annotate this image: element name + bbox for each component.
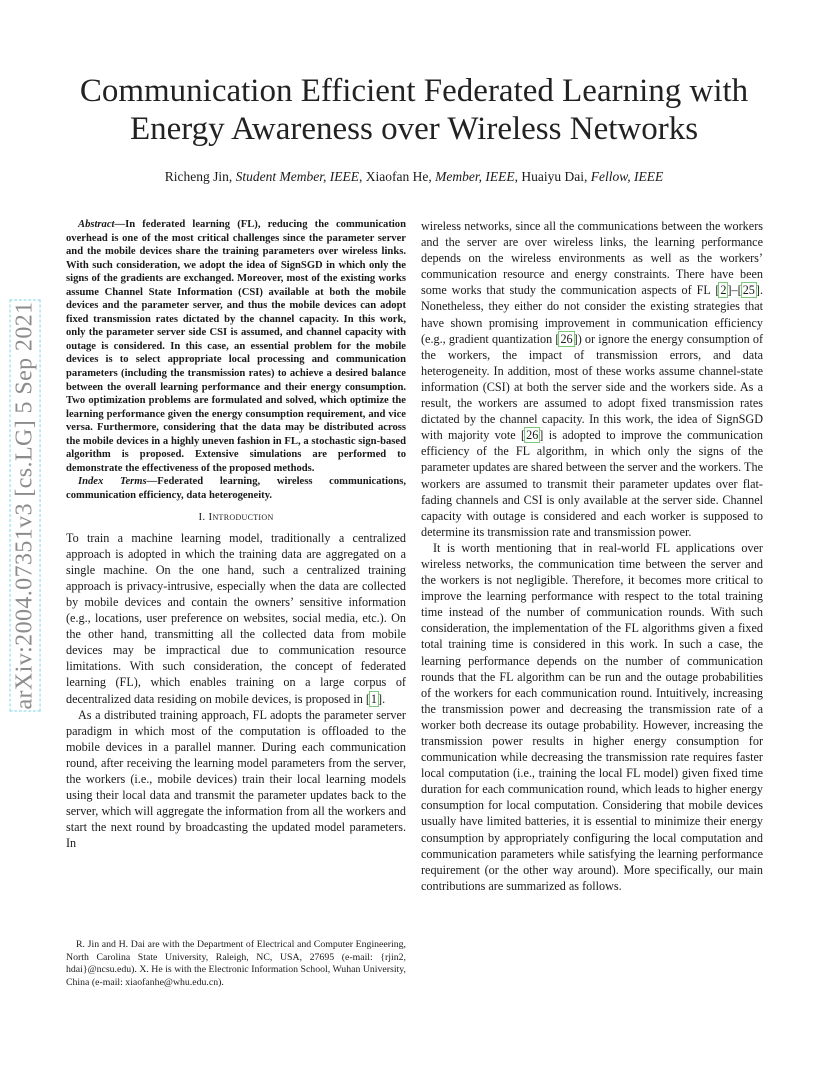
index-terms xyxy=(66,475,406,502)
author-2-name: , Xiaofan He, xyxy=(359,169,436,184)
intro-p3-text-d: is adopted to improve the communication efficiency of the FL algorithm, in which only the signs of the parameter updates are shared between the server and the workers. The workers are assumed to transmit their parameter updates over flat-fading channels and CSI is only available at the server side. Channel capacity with outage is considered and each worker is supposed to determine its transmission rate and transmission power. xyxy=(421,428,763,539)
citation-link[interactable]: 2 xyxy=(720,283,727,298)
citation-link[interactable]: 25 xyxy=(742,283,755,298)
abstract-label: Abstract xyxy=(78,219,115,230)
paper-title xyxy=(60,72,768,148)
index-terms-label: Index Terms xyxy=(78,476,147,488)
title-line-1: Communication Efficient Federated Learning with xyxy=(79,73,749,109)
citation-range-dash: – xyxy=(731,283,738,298)
right-column xyxy=(421,218,763,894)
intro-paragraph-1: To train a machine learning model, traditionally a centralized approach is adopted in which the training data are aggregated on a single machine. On the one hand, such a centralized training approach is privacy-intrusive, especially when the data are collected by mobile devices and contain the owners’ sensitive information (e.g., locations, user preference on websites, social media, etc.). On the other hand, transmitting all the collected data from mobile devices may be impractical due to communication resource limitations. With such consideration, the concept of federated learning (FL), which enables training on a large corpus of decentralized data residing on mobile devices, is proposed in [1]. xyxy=(66,530,406,706)
intro-p1-text: To train a machine learning model, traditionally a centralized approach is adopted in which the training data are aggregated on a single machine. On the one hand, such a centralized training approach is privacy-intrusive, especially when the data are collected by mobile devices and contain the owners’ sensitive information (e.g., locations, user preference on websites, social media, etc.). On the other hand, transmitting all the collected data from mobile devices may be impractical due to communication resource limitations. With such consideration, the concept of federated learning (FL), which enables training on a large corpus of decentralized data residing on mobile devices, is proposed in xyxy=(66,530,406,706)
author-1-name: Richeng Jin, xyxy=(164,169,236,184)
section-heading-introduction: I. Introduction xyxy=(198,511,274,524)
intro-p3-text-b: . Nonetheless, they either do not consider the existing strategies that have shown promising improvement in communication efficiency (e.g., gradient quantization xyxy=(421,283,763,346)
intro-paragraph-4: It is worth mentioning that in real-world FL applications over wireless networks, the communication time between the server and the workers is not negligible. Therefore, it becomes more critical to improve the learning performance with respect to the total training time instead of the number of communication rounds. With such consideration, the implementation of the FL algorithms given a fixed total training time is considered in this work. In such a case, the learning performance depends on the number of communication rounds that the FL algorithm can be run and the outage probabilities of the workers for each communication round. Intuitively, increasing the transmission power and decreasing the transmission rate of a worker both decrease its outage probability. However, increasing the transmission power results in higher energy consumption for communication while decreasing the transmission rate requires faster local computation (i.e., training the local FL model) given fixed time duration for each communication round, which leads to higher energy consumption for local computation. Considering that mobile devices usually have limited batteries, it is essential to minimize their energy consumption by appropriately configuring the local computation and communication parameters while satisfying the learning performance requirement (or the other way around). More specifically, our main contributions are summarized as follows. xyxy=(421,540,763,893)
arxiv-identifier: arXiv:2004.07351v3 [cs.LG] 5 Sep 2021 xyxy=(11,300,38,710)
citation-link[interactable]: 26 xyxy=(560,331,573,346)
intro-p3-text-a: wireless networks, since all the communications between the workers and the server are over wireless links, the learning performance depends on the wireless environments as well as the workers’ communication resource and energy constraints. There have been some works that study the communication aspects of FL xyxy=(421,219,763,298)
intro-p3-text-c: ) or ignore the energy consumption of the workers, the impact of transmission errors, and data heterogeneity. In addition, most of these works assume channel-state information (CSI) at both the server side and the workers side. As a result, the workers are assumed to adopt fixed transmission rates dictated by the channel capacity. In this work, the idea of SignSGD with majority vote xyxy=(421,331,764,443)
citation-link[interactable]: 26 xyxy=(526,428,539,443)
author-affiliation-footnote: R. Jin and H. Dai are with the Department of Electrical and Computer Engineering, North Carolina State University, Raleigh, NC, USA, 27695 (e-mail: {rjin2, hdai}@ncsu.edu). X. He is with the Electronic Information School, Wuhan University, China (e-mail: xiaofanhe@whu.edu.cn). xyxy=(66,939,406,988)
author-1-role: Student Member, IEEE xyxy=(235,169,360,184)
abstract-text: —In federated learning (FL), reducing the communication overhead is one of the most critical challenges since the parameter server and the mobile devices share the training parameters over wireless links. With such consideration, we adopt the idea of SignSGD in which only the signs of the gradients are exchanged. Moreover, most of the existing works assume Channel State Information (CSI) available at both the mobile devices and the parameter server, and thus the mobile devices can adopt fixed transmission rates dictated by the channel capacity. In this work, only the parameter server side CSI is assumed, and channel capacity with outage is considered. In this case, an essential problem for the mobile devices is to select appropriate local processing and communication parameters (including the transmission rates) to achieve a desired balance between the overall learning performance and their energy consumption. Two optimization problems are formulated and solved, which optimize the learning performance given the energy consumption requirement, and vice versa. Furthermore, considering that the data may be distributed across the mobile devices in a highly uneven fashion in FL, a stochastic sign-based algorithm is proposed. Extensive simulations are performed to demonstrate the effectiveness of the proposed methods. xyxy=(66,219,406,474)
author-2-role: Member, IEEE xyxy=(435,169,515,184)
intro-paragraph-3: wireless networks, since all the communications between the workers and the server are over wireless links, the learning performance depends on the wireless environments as well as the workers’ communication resource and energy constraints. There have been some works that study the communication aspects of FL [2]–[25]. Nonetheless, they either do not consider the existing strategies that have shown promising improvement in communication efficiency (e.g., gradient quantization [26]) or ignore the energy consumption of the workers, the impact of transmission errors, and data heterogeneity. In addition, most of these works assume channel-state information (CSI) at both the server side and the workers side. As a result, the workers are assumed to adopt fixed transmission rates dictated by the channel capacity. In this work, the idea of SignSGD with majority vote [26] is adopted to improve the communication efficiency of the FL algorithm, in which only the signs of the parameter updates are shared between the server and the workers. The workers are assumed to transmit their parameter updates over flat-fading channels and CSI is only available at the server side. Channel capacity with outage is considered and each worker is supposed to determine its transmission rate and transmission power. xyxy=(421,219,764,539)
index-terms-text: —Federated learning, wireless communications, communication efficiency, data heterogeneity. xyxy=(66,476,406,501)
abstract xyxy=(66,218,406,475)
author-3-role: Fellow, IEEE xyxy=(590,169,664,184)
author-list xyxy=(60,168,768,186)
intro-p1-end: . xyxy=(382,691,386,706)
title-line-2: Energy Awareness over Wireless Networks xyxy=(129,111,699,147)
arxiv-identifier-sidebar xyxy=(6,270,44,740)
intro-paragraph-2: As a distributed training approach, FL adopts the parameter server paradigm in which most of the computation is offloaded to the mobile devices in a parallel manner. During each communication round, after receiving the learning model parameters from the server, the workers (i.e., mobile devices) train their local learning models using their local data and transmit the parameter updates back to the server, which will aggregate the information from all the workers and start the next round by broadcasting the updated model parameters. In xyxy=(66,707,406,851)
author-3-name: , Huaiyu Dai, xyxy=(514,169,591,184)
left-column xyxy=(66,218,406,851)
citation-link[interactable]: 1 xyxy=(370,691,378,706)
